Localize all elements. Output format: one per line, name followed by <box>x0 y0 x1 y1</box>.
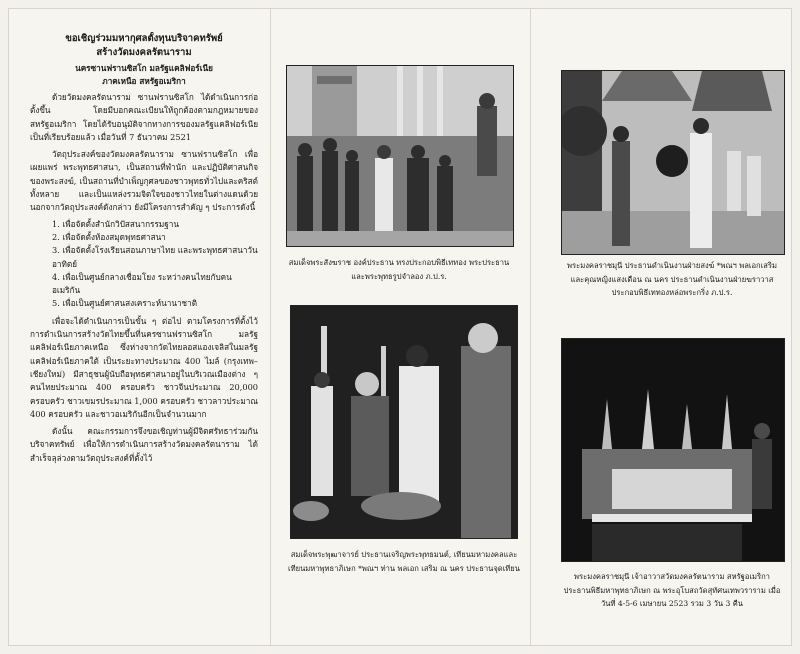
objective-item: 1. เพื่อจัดตั้งสำนักวิปัสสนากรรมฐาน <box>52 218 179 229</box>
fold-line-right <box>530 8 531 646</box>
paragraph-intro: ด้วยวัดมงคลรัตนาราม ซานฟรานซิสโก ได้ดำเนินการก่อตั้งขึ้น โดยมีบอกคณะเบียนให้ถูกต้องตามกฎหมายของสหรัฐอเมริกา โดยได้รับอนุมัติจากทางการของมลรัฐแคลิฟอร์เนียเป็นที่เรียบร้อยแล้ว เมื่อวันที่ 7 ธันวาคม 2521 <box>30 92 258 142</box>
fold-line-left <box>270 8 271 646</box>
caption-photo-2: พระมงคลราชมุนี ประธานดำเนินงานฝ่ายสงฆ์ *พณฯ พลเอกเสริม และคุณหญิงแสงเดือน ณ นคร ประธานดำเนินงานฝ่ายฆราวาส ประกอบพิธีเททองหล่อพระกริ่ง ภ.ป.ร. <box>567 261 777 297</box>
paragraph-details: เพื่อจะได้ดำเนินการเป็นขั้น ๆ ต่อไป ตามโครงการที่ตั้งไว้ การดำเนินการสร้างวัดไทยขึ้นที่นครซานฟรานซิสโก มลรัฐแคลิฟอร์เนียภาคเหนือ ซึ่งห่างจากวัดไทยลอสแองเจลิสในมลรัฐแคลิฟอร์เนียภาคใต้ เป็นระยะทางประมาณ 400 ไมล์ (กรุงเทพ–เชียงใหม่) มีสาธุชนผู้นับถือพุทธศาสนาอยู่ในบริเวณเมืองต่าง ๆ คนไทยประมาณ 400 ครอบครัว ชาวจีนประมาณ 20,000 ครอบครัว ชาวเขมรประมาณ 1,000 ครอบครัว ชาวลาวประมาณ 400 ครอบครัว และชาวอเมริกันอีกเป็นจำนวนมาก <box>30 315 258 419</box>
title-line-1: ขอเชิญร่วมมหากุศลตั้งทุนบริจาคทรัพย์ <box>65 33 223 44</box>
caption-photo-4: พระมงคลราชมุนี เจ้าอาวาสวัดมงคลรัตนาราม สหรัฐอเมริกา ประธานพิธีมหาพุทธาภิเษก ณ พระอุโบสถวัดสุทัศนเทพวราราม เมื่อวันที่ 4-5-6 เมษายน 2523 รวม 3 วัน 3 คืน <box>563 572 781 608</box>
objectives-list <box>52 218 258 311</box>
caption-photo-3: สมเด็จพระพุฒาจารย์ ประธานเจริญพระพุทธมนต์, เทียนมหามงคลและเทียนมหาพุทธาภิเษก *พณฯ ท่าน พลเอก เสริม ณ นคร ประธานจุดเทียน <box>288 550 520 573</box>
brochure-sheet <box>8 8 792 646</box>
objective-item: 4. เพื่อเป็นศูนย์กลางเชื่อมโยง ระหว่างคนไทยกับคนอเมริกัน <box>52 271 232 296</box>
caption-photo-1: สมเด็จพระสังฆราช องค์ประธาน ทรงประกอบพิธีเททอง พระประธานและพระพุทธรูปจำลอง ภ.ป.ร. <box>288 258 510 281</box>
title-line-3: นครซานฟรานซิสโก มลรัฐแคลิฟอร์เนีย <box>75 63 213 73</box>
text-column <box>30 32 258 632</box>
photo-candle-lighting <box>290 305 518 539</box>
photo-buddha-consecration <box>561 338 785 562</box>
paragraph-appeal: ดังนั้น คณะกรรมการจึงขอเชิญท่านผู้มีจิตศรัทธาร่วมกันบริจาคทรัพย์ เพื่อให้การดำเนินการสร้างวัดมงคลรัตนาราม ได้สำเร็จลุล่วงตามวัตถุประสงค์ที่ตั้งไว้ <box>30 426 258 463</box>
objective-item: 5. เพื่อเป็นศูนย์ศาสนสงเคราะห์นานาชาติ <box>52 298 198 309</box>
title-line-4: ภาคเหนือ สหรัฐอเมริกา <box>102 75 186 86</box>
objective-item: 3. เพื่อจัดตั้งโรงเรียนสอนภาษาไทย และพระพุทธศาสนาวันอาทิตย์ <box>52 245 258 269</box>
objective-item: 2. เพื่อจัดตั้งห้องสมุดพุทธศาสนา <box>52 231 166 242</box>
title-line-2: สร้างวัดมงคลรัตนาราม <box>96 47 192 58</box>
photo-casting-ceremony <box>286 65 514 247</box>
photo-gong-ceremony <box>561 70 785 255</box>
paragraph-purpose: วัตถุประสงค์ของวัดมงคลรัตนาราม ซานฟรานซิสโก เพื่อเผยแพร่ พระพุทธศาสนา, เป็นสถานที่พำนัก และปฏิบัติศาสนกิจของพระสงฆ์, เป็นสถานที่บำเพ็ญกุศลของชาวพุทธทั่วไปและคริสต์ทั้งหลาย และเป็นแหล่งรวมจิตใจของชาวไทยในต่างแดนด้วย นอกจากวัตถุประสงค์ดังกล่าว ยังมีโครงการสำคัญ ๆ ประการดังนี้ <box>30 149 258 213</box>
